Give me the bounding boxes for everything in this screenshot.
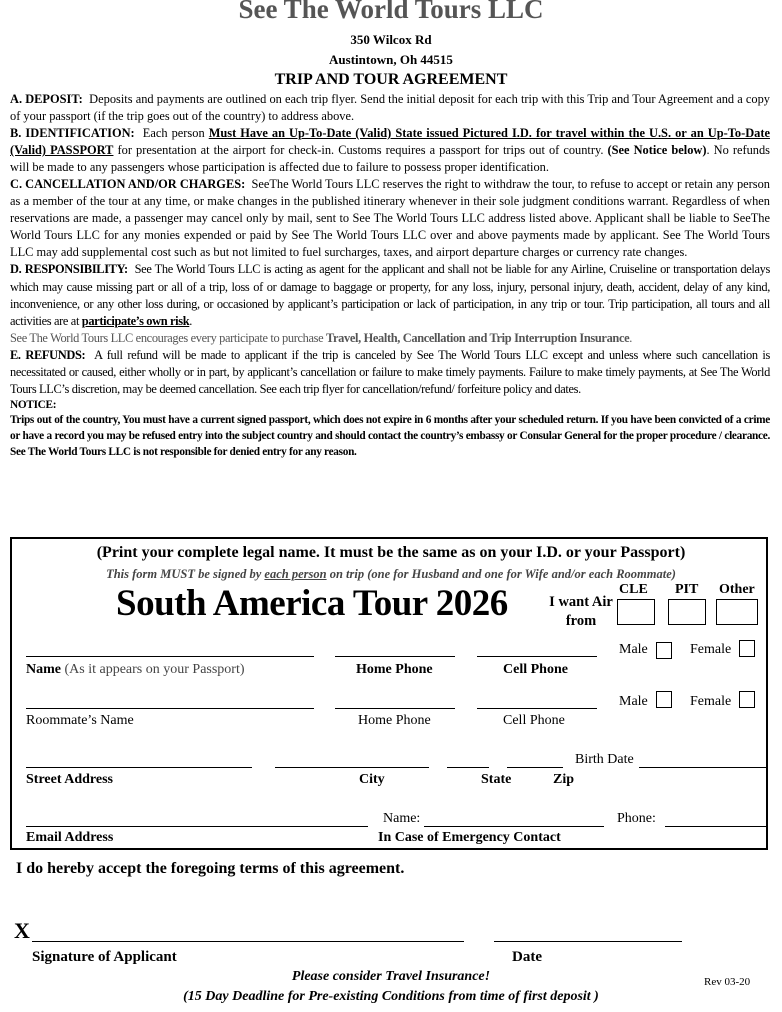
see-notice: (See Notice below) — [607, 143, 707, 158]
home-phone-label: Home Phone — [356, 662, 433, 677]
term-cancellation-heading: C. CANCELLATION AND/OR CHARGES: — [10, 177, 246, 192]
roommate-male-label: Male — [619, 694, 648, 709]
term-responsibility-body: See The World Tours LLC is acting as agent for the applicant and shall not be liable for any Airline, Cruiseline or transportation delays which may cause missing part or all of a trip, loss of or damage to baggage or property, for any loss, injury, personal injury, death, accident, delay of any kind, inconvenience, or any other loss during, or occasioned by applicant’s participation or lack of participation, in any trip or tour. Trip participation, all tours and all activities are at — [10, 262, 770, 328]
signing-pre: This form MUST be signed by — [106, 567, 262, 581]
male-label: Male — [619, 642, 648, 657]
birth-date-field[interactable] — [639, 767, 767, 768]
male-checkbox[interactable] — [656, 642, 672, 659]
roommate-male-checkbox[interactable] — [656, 691, 672, 708]
roommate-name-label: Roommate’s Name — [26, 713, 134, 728]
home-phone-field[interactable] — [335, 656, 455, 657]
insurance-note: Please consider Travel Insurance! — [291, 969, 491, 984]
insurance-encouragement: See The World Tours LLC encourages every participate to purchase Travel, Health, Cancellation and Trip Interruption Insurance. — [10, 330, 633, 345]
emergency-phone-label: Phone: — [617, 811, 656, 826]
zip-field[interactable] — [507, 767, 563, 768]
birth-date-label: Birth Date — [575, 752, 634, 767]
airport-other-label: Other — [719, 582, 755, 597]
insurance-types: Travel, Health, Cancellation and Trip Interruption Insurance — [326, 330, 630, 345]
agreement-title: TRIP AND TOUR AGREEMENT — [274, 71, 508, 88]
emergency-contact-label: In Case of Emergency Contact — [378, 830, 561, 845]
term-cancellation-body: SeeThe World Tours LLC reserves the right to withdraw the tour, to refuse to accept or retain any person as a member of the tour at any time, or make changes in the published itinerary whenever in their sole judgment conditions warrant. Regardless of when reservations are made, a passenger may cancel only by mail, sent to See The World Tours LLC address listed above. Applicant shall be liable to SeeThe World Tours LLC for any monies expended or paid by See The World Tours LLC over and above payments made by applicant. See The World Tours LLC may add supplemental cost such as but not limited to fuel surcharges, taxes, and airport departure charges or currency rate changes. — [10, 177, 771, 260]
state-label: State — [481, 772, 512, 787]
name-hint: (As it appears on your Passport) — [64, 662, 245, 677]
date-field[interactable] — [494, 941, 682, 942]
state-field[interactable] — [447, 767, 489, 768]
cell-phone-label: Cell Phone — [503, 662, 568, 677]
deadline-note: (15 Day Deadline for Pre-existing Conditions from time of first deposit ) — [183, 989, 599, 1004]
term-identification — [10, 125, 770, 176]
airport-cle-checkbox[interactable] — [617, 599, 655, 625]
female-checkbox[interactable] — [739, 640, 755, 657]
emergency-name-label: Name: — [383, 811, 421, 826]
signing-each-person: each person — [264, 567, 327, 581]
roommate-name-field[interactable] — [26, 708, 314, 709]
female-label: Female — [690, 642, 732, 657]
term-cancellation — [10, 176, 770, 261]
term-deposit — [10, 91, 770, 125]
print-name-instruction: (Print your complete legal name. It must be the same as on your I.D. or your Passport) — [96, 544, 686, 561]
term-identification-mid: for presentation at the airport for check-in. Customs requires a passport for trips out of country. — [117, 143, 604, 158]
company-name: See The World Tours LLC — [238, 0, 544, 24]
cell-phone-field[interactable] — [477, 656, 597, 657]
signature-x-mark: X — [14, 918, 30, 943]
roommate-female-checkbox[interactable] — [739, 691, 755, 708]
term-refunds-body: A full refund will be made to applicant if the trip is canceled by See The World Tours LLC except and unless where such cancellation is necessitated or caused, either wholly or in part, by applicant’s cancellation or failure to make timely payments. Failure to make timely payments, at See The World Tours LLC’s discretion, may be deemed cancellation. See each trip flyer for cancellation/refund/ forfeiture policy and dates. — [10, 347, 770, 396]
term-responsibility: D. RESPONSIBILITY: See The World Tours LLC is acting as agent for the applicant and shall not be liable for any Airline, Cruiseline or transportation delays which may cause missing part or all of a trip, loss of or damage to baggage or property, for any loss, injury, personal injury, death, accident, delay of any kind, inconvenience, or any other loss during, or occasioned by applicant’s participation or lack of participation, in any trip or tour. Trip participation, all tours and all activities are at participate’s own risk. — [10, 262, 770, 328]
signature-label: Signature of Applicant — [32, 949, 177, 965]
email-address-field[interactable] — [26, 826, 368, 827]
emergency-phone-field[interactable] — [665, 826, 767, 827]
term-identification-heading: B. IDENTIFICATION: — [10, 126, 135, 141]
company-city: Austintown, Oh 44515 — [329, 52, 453, 67]
roommate-cell-phone-field[interactable] — [477, 708, 597, 709]
name-label-text: Name — [26, 662, 61, 677]
city-field[interactable] — [275, 767, 429, 768]
term-identification-pre: Each person — [142, 126, 205, 141]
email-address-label: Email Address — [26, 830, 114, 845]
term-deposit-body: Deposits and payments are outlined on each trip flyer. Send the initial deposit for each trip with this Trip and Tour Agreement and a copy of your passport (if the trip goes out of the country) to address above. — [10, 92, 771, 124]
signing-post: on trip (one for Husband and one for Wife and/or each Roommate) — [329, 567, 676, 581]
own-risk: participate’s own risk — [81, 313, 190, 328]
date-label: Date — [512, 949, 542, 965]
insurance-pre: See The World Tours LLC encourages every participate to purchase — [10, 330, 324, 345]
notice-heading: NOTICE: — [10, 398, 57, 411]
term-refunds — [10, 347, 770, 398]
airport-pit-checkbox[interactable] — [668, 599, 706, 625]
signature-field[interactable] — [32, 941, 464, 942]
revision-label: Rev 03-20 — [704, 976, 751, 988]
zip-label: Zip — [553, 772, 575, 787]
roommate-female-label: Female — [690, 694, 732, 709]
terms-section — [10, 91, 770, 460]
name-label — [26, 662, 245, 678]
term-deposit-heading: A. DEPOSIT: — [10, 92, 83, 106]
notice-body: Trips out of the country, You must have a current signed passport, which does not expire in 6 months after your scheduled return. If you have been convicted of a crime or have a record you may be refused entry into the subject country and should contact the country’s embassy or Consular General for the proper procedure / clearance. See The World Tours LLC is not responsible for denied entry for any reason. — [10, 414, 770, 458]
name-field[interactable] — [26, 656, 314, 657]
tour-name: South America Tour 2026 — [116, 583, 508, 624]
term-identification-requirement: Must Have an Up-To-Date (Valid) State issued Pictured I.D. for travel within the U.S. or an Up-To-Date (Valid) PASSPORT — [10, 126, 770, 158]
roommate-home-phone-label: Home Phone — [358, 713, 431, 728]
city-label: City — [359, 772, 385, 787]
street-address-field[interactable] — [26, 767, 252, 768]
company-street: 350 Wilcox Rd — [350, 32, 432, 47]
signing-instruction — [0, 567, 782, 582]
acceptance-statement: I do hereby accept the foregoing terms of this agreement. — [16, 860, 405, 877]
street-address-label: Street Address — [26, 772, 113, 787]
roommate-cell-phone-label: Cell Phone — [503, 713, 565, 728]
want-air-label: I want Air from — [549, 594, 613, 629]
term-refunds-heading: E. REFUNDS: — [10, 347, 86, 362]
airport-pit-label: PIT — [675, 582, 699, 597]
emergency-name-field[interactable] — [424, 826, 604, 827]
term-responsibility-heading: D. RESPONSIBILITY: — [10, 262, 128, 277]
airport-other-checkbox[interactable] — [716, 599, 758, 625]
airport-cle-label: CLE — [619, 582, 648, 597]
term-identification-post: . No refunds will be made to any passengers whose participation is affected due to failure to possess proper identification. — [10, 143, 770, 175]
roommate-home-phone-field[interactable] — [335, 708, 455, 709]
